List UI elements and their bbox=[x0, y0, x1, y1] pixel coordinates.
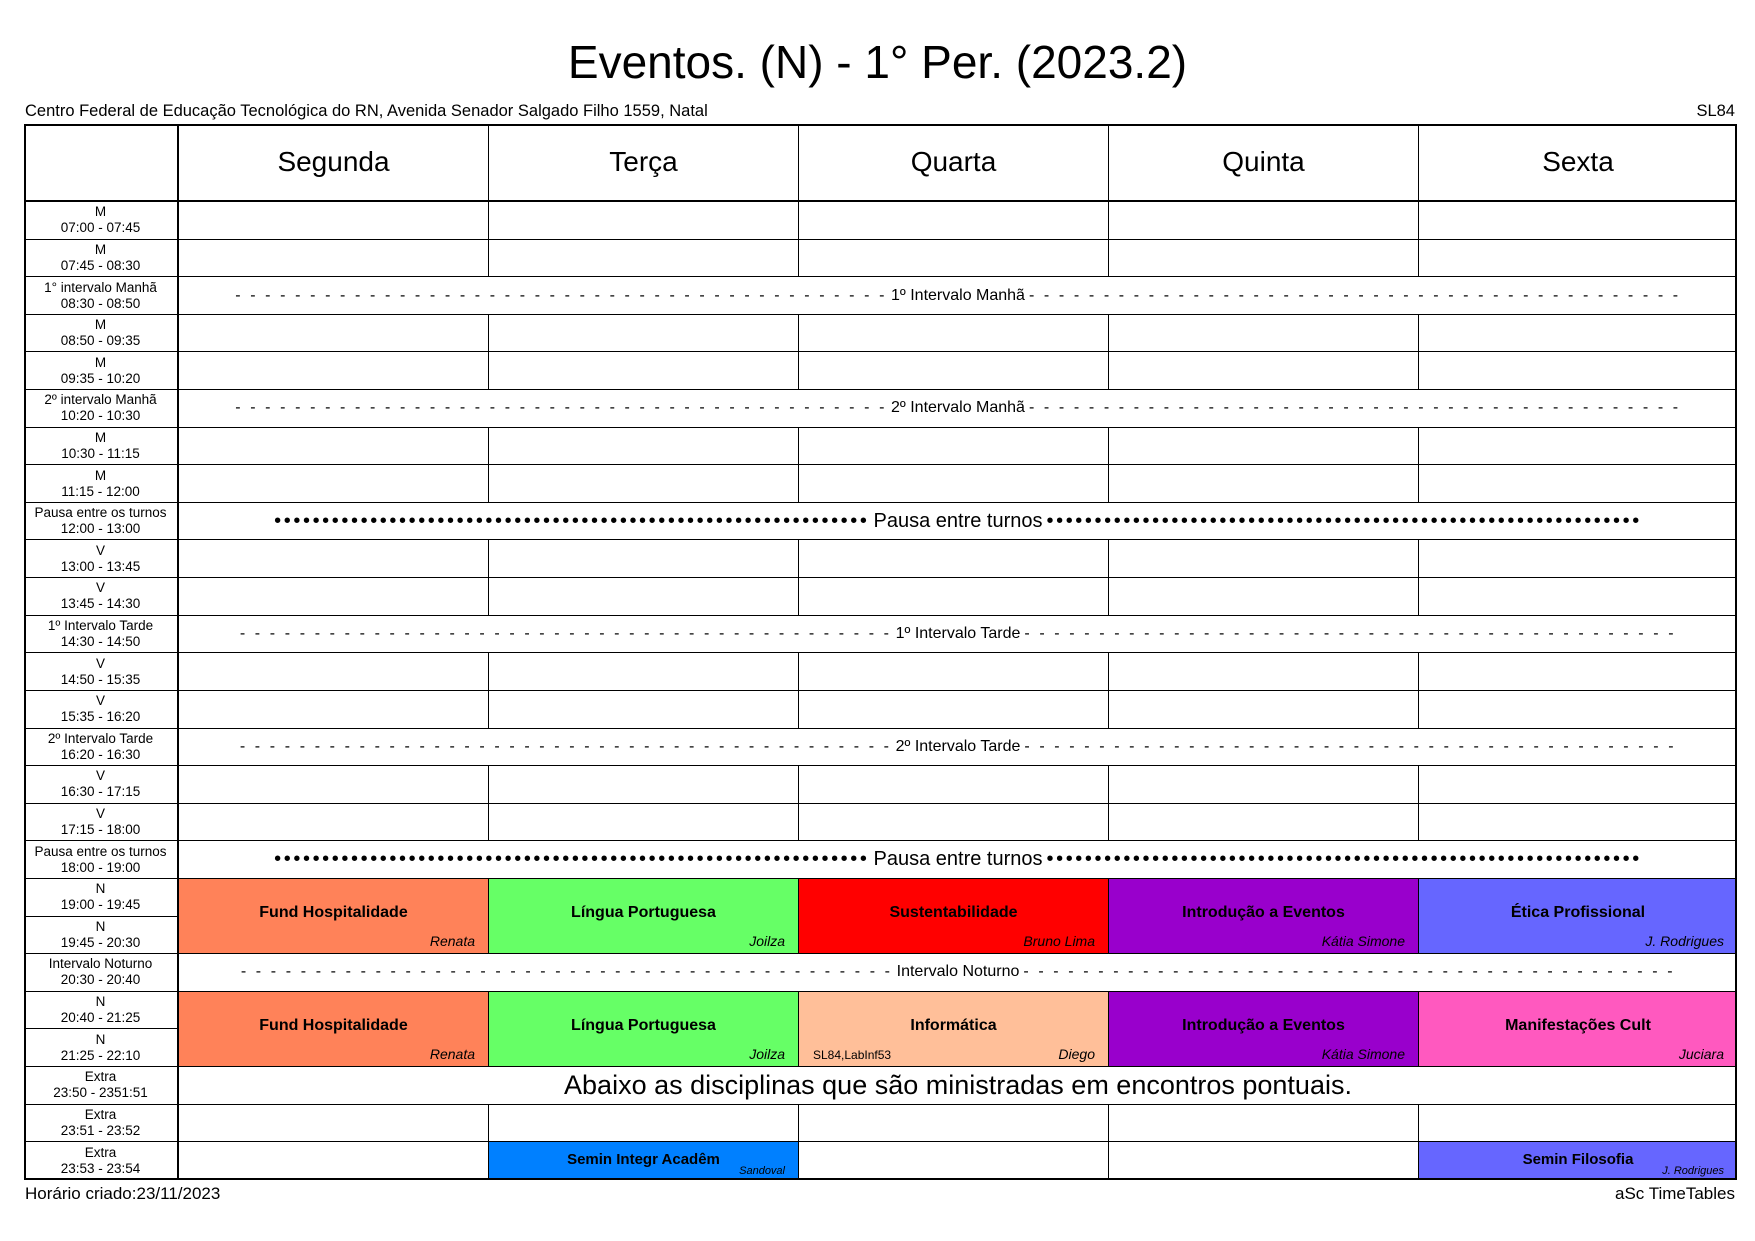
period-time: 16:30 - 17:15 bbox=[60, 784, 141, 800]
period-name: 2º Intervalo Tarde bbox=[47, 730, 154, 746]
period-time: 14:30 - 14:50 bbox=[60, 634, 141, 649]
lesson-subject: Língua Portuguesa bbox=[571, 1016, 716, 1034]
period-time: 10:30 - 11:15 bbox=[61, 445, 140, 461]
period-time: 20:40 - 21:25 bbox=[60, 1010, 141, 1026]
break-fill-left: •••••••••••••••••••••••••••••••••••••••••••••••••••••••••••••• bbox=[274, 848, 870, 871]
lesson-subject: Língua Portuguesa bbox=[571, 904, 716, 922]
period-time: 23:51 - 23:52 bbox=[60, 1122, 141, 1138]
break-fill-left: - - - - - - - - - - - - - - - - - - - - - - - - - - - - - - - - - - - - - - - - - - - - bbox=[239, 625, 892, 642]
break-label: 1º Intervalo Tarde bbox=[895, 625, 1021, 642]
lesson-subject: Semin Integr Acadêm bbox=[567, 1150, 720, 1168]
created-date: Horário criado:23/11/2023 bbox=[25, 1184, 221, 1203]
lesson-subject: Semin Filosofia bbox=[1522, 1150, 1634, 1168]
period-time: 09:35 - 10:20 bbox=[60, 370, 141, 386]
period-time: 13:45 - 14:30 bbox=[60, 596, 141, 612]
period-name: Pausa entre os turnos bbox=[34, 843, 167, 859]
period-time: 17:15 - 18:00 bbox=[60, 822, 141, 838]
location-text: Centro Federal de Educação Tecnológica do RN, Avenida Senador Salgado Filho 1559, Natal bbox=[25, 102, 708, 120]
period-name: Intervalo Noturno bbox=[48, 956, 153, 972]
lesson-subject: Ética Profissional bbox=[1510, 904, 1646, 922]
break-fill-left: - - - - - - - - - - - - - - - - - - - - - - - - - - - - - - - - - - - - - - - - - - - - bbox=[235, 286, 888, 304]
period-name: M bbox=[94, 204, 107, 220]
day-header: Segunda bbox=[179, 124, 489, 202]
period-name: N bbox=[95, 994, 106, 1010]
lesson-teacher: Kátia Simone bbox=[1321, 933, 1405, 950]
period-time: 07:00 - 07:45 bbox=[60, 220, 141, 236]
period-time: 15:35 - 16:20 bbox=[60, 709, 141, 725]
lesson-teacher: Sandoval bbox=[739, 1164, 785, 1177]
lesson-subject: Manifestações Cult bbox=[1505, 1016, 1651, 1034]
lesson-subject: Sustentabilidade bbox=[889, 904, 1018, 922]
period-name: V bbox=[95, 806, 105, 822]
lesson-teacher: Bruno Lima bbox=[1023, 933, 1095, 950]
break-label: 2º Intervalo Manhã bbox=[891, 399, 1025, 417]
period-time: 21:25 - 22:10 bbox=[60, 1047, 141, 1063]
break-label: 1º Intervalo Manhã bbox=[891, 286, 1025, 304]
day-header: Quinta bbox=[1109, 124, 1419, 202]
period-time: 12:00 - 13:00 bbox=[60, 521, 141, 537]
period-time: 19:00 - 19:45 bbox=[60, 897, 141, 913]
period-name: V bbox=[95, 542, 105, 558]
break-fill-left: - - - - - - - - - - - - - - - - - - - - - - - - - - - - - - - - - - - - - - - - - - - - bbox=[240, 963, 893, 981]
break-fill-right: - - - - - - - - - - - - - - - - - - - - - - - - - - - - - - - - - - - - - - - - - - - - bbox=[1028, 399, 1681, 417]
page-title: Eventos. (N) - 1° Per. (2023.2) bbox=[567, 36, 1188, 88]
lesson-subject: Fund Hospitalidade bbox=[259, 1016, 408, 1034]
period-time: 16:20 - 16:30 bbox=[60, 746, 141, 762]
period-name: 1° intervalo Manhã bbox=[44, 279, 157, 295]
break-fill-right: - - - - - - - - - - - - - - - - - - - - - - - - - - - - - - - - - - - - - - - - - - - - bbox=[1028, 286, 1681, 304]
period-name: Extra bbox=[84, 1069, 117, 1085]
period-time: 18:00 - 19:00 bbox=[60, 859, 141, 875]
period-name: M bbox=[94, 317, 107, 333]
break-fill-left: - - - - - - - - - - - - - - - - - - - - - - - - - - - - - - - - - - - - - - - - - - - - bbox=[239, 737, 892, 755]
break-label: Pausa entre turnos bbox=[873, 509, 1043, 532]
lesson-subject: Informática bbox=[910, 1016, 997, 1034]
lesson-teacher: Juciara bbox=[1678, 1046, 1724, 1063]
period-name: 2º intervalo Manhã bbox=[44, 392, 157, 408]
period-name: M bbox=[94, 467, 107, 483]
break-fill-left: •••••••••••••••••••••••••••••••••••••••••••••••••••••••••••••• bbox=[274, 509, 870, 532]
lesson-room: SL84,LabInf53 bbox=[813, 1048, 892, 1063]
lesson-teacher: Kátia Simone bbox=[1321, 1046, 1405, 1063]
break-label: 2º Intervalo Tarde bbox=[895, 737, 1021, 755]
period-name: M bbox=[94, 354, 107, 370]
lesson-teacher: Renata bbox=[429, 1046, 475, 1063]
break-fill-right: •••••••••••••••••••••••••••••••••••••••••••••••••••••••••••••• bbox=[1046, 848, 1642, 871]
period-name: N bbox=[95, 918, 106, 934]
lesson-teacher: J. Rodrigues bbox=[1645, 933, 1724, 950]
period-time: 13:00 - 13:45 bbox=[60, 558, 141, 574]
day-header: Terça bbox=[489, 124, 799, 202]
software-credit: aSc TimeTables bbox=[1615, 1184, 1735, 1203]
period-name: V bbox=[95, 655, 105, 671]
lesson-subject: Introdução a Eventos bbox=[1182, 904, 1345, 922]
break-fill-right: - - - - - - - - - - - - - - - - - - - - - - - - - - - - - - - - - - - - - - - - - - - - bbox=[1023, 963, 1676, 981]
period-time: 14:50 - 15:35 bbox=[60, 671, 141, 687]
period-name: Pausa entre os turnos bbox=[34, 505, 167, 521]
period-time: 07:45 - 08:30 bbox=[60, 257, 141, 273]
period-name: 1º Intervalo Tarde bbox=[47, 618, 154, 633]
period-name: M bbox=[94, 241, 107, 257]
period-name: N bbox=[95, 881, 106, 897]
break-label: Pausa entre turnos bbox=[873, 848, 1043, 871]
period-time: 20:30 - 20:40 bbox=[60, 972, 141, 988]
timetable-frame bbox=[24, 124, 1737, 1180]
notice-row: Abaixo as disciplinas que são ministradas em encontros pontuais. bbox=[179, 1067, 1737, 1105]
period-time: 08:50 - 09:35 bbox=[60, 333, 141, 349]
room-code: SL84 bbox=[1696, 102, 1735, 120]
break-fill-right: - - - - - - - - - - - - - - - - - - - - - - - - - - - - - - - - - - - - - - - - - - - - bbox=[1024, 625, 1677, 642]
lesson-teacher: Renata bbox=[429, 933, 475, 950]
period-name: Extra bbox=[84, 1106, 117, 1122]
lesson-teacher: Joilza bbox=[749, 933, 785, 950]
break-fill-right: •••••••••••••••••••••••••••••••••••••••••••••••••••••••••••••• bbox=[1046, 509, 1642, 532]
lesson-teacher: Joilza bbox=[749, 1046, 785, 1063]
period-time: 23:53 - 23:54 bbox=[60, 1161, 141, 1177]
period-time: 23:50 - 2351:51 bbox=[53, 1085, 148, 1101]
day-header: Sexta bbox=[1419, 124, 1737, 202]
period-name: V bbox=[95, 580, 105, 596]
period-time: 11:15 - 12:00 bbox=[61, 483, 140, 499]
lesson-subject: Fund Hospitalidade bbox=[259, 904, 408, 922]
break-fill-right: - - - - - - - - - - - - - - - - - - - - - - - - - - - - - - - - - - - - - - - - - - - - bbox=[1024, 737, 1677, 755]
lesson-subject: Introdução a Eventos bbox=[1182, 1016, 1345, 1034]
period-time: 10:20 - 10:30 bbox=[60, 408, 141, 424]
break-fill-left: - - - - - - - - - - - - - - - - - - - - - - - - - - - - - - - - - - - - - - - - - - - - bbox=[235, 399, 888, 417]
period-name: M bbox=[94, 429, 107, 445]
period-name: V bbox=[95, 693, 105, 709]
period-time: 08:30 - 08:50 bbox=[60, 295, 141, 311]
period-name: N bbox=[95, 1031, 106, 1047]
period-name: V bbox=[95, 768, 105, 784]
period-name: Extra bbox=[84, 1145, 117, 1161]
period-time: 19:45 - 20:30 bbox=[60, 934, 141, 950]
lesson-teacher: Diego bbox=[1058, 1046, 1095, 1063]
day-header: Quarta bbox=[799, 124, 1109, 202]
lesson-teacher: J. Rodrigues bbox=[1662, 1164, 1724, 1177]
break-label: Intervalo Noturno bbox=[896, 963, 1020, 981]
